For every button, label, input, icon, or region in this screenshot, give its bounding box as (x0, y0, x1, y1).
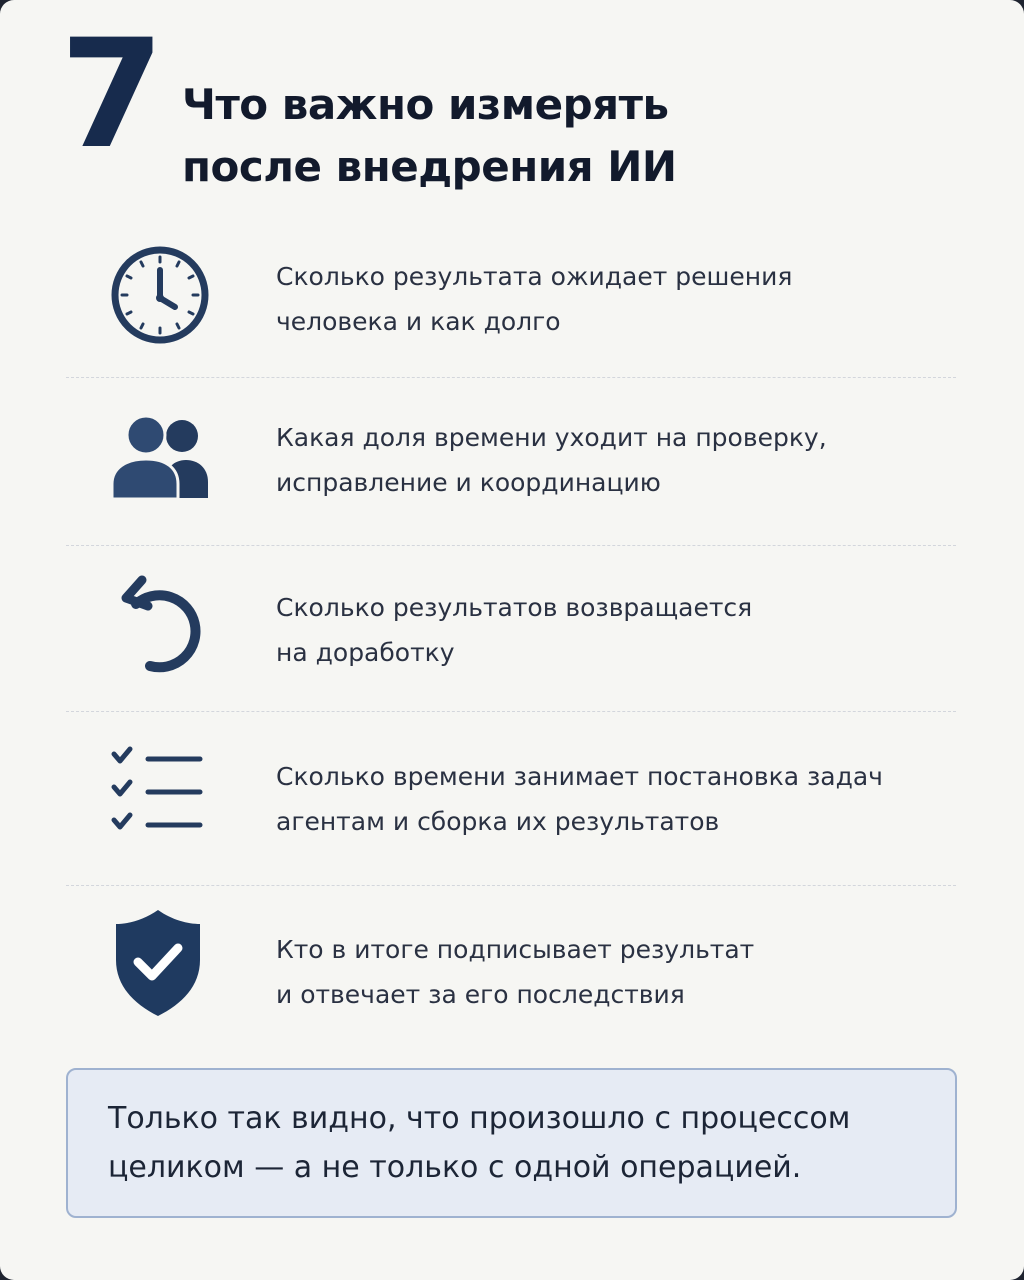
item-text (276, 415, 827, 505)
shield-check-icon (106, 908, 214, 1016)
divider (66, 711, 956, 712)
divider (66, 545, 956, 546)
list-item-task-setup (66, 740, 956, 850)
item-text-line-1: Сколько результатов возвращается (276, 593, 753, 622)
list-item-rework (66, 572, 956, 682)
item-text (276, 927, 754, 1017)
clock-icon (106, 240, 214, 348)
item-text-line-2: на доработку (276, 638, 455, 667)
list-item-waiting-time (66, 240, 956, 350)
item-text-line-2: и отвечает за его последствия (276, 980, 685, 1009)
callout-text (108, 1094, 850, 1192)
item-text (276, 254, 792, 344)
item-text (276, 754, 883, 844)
item-text-line-1: Кто в итоге подписывает результат (276, 935, 755, 964)
callout-text-line-2: целиком — а не только с одной операцией. (108, 1150, 802, 1185)
callout-text-line-1: Только так видно, что произошло с процессом (108, 1101, 851, 1136)
item-text-line-1: Сколько времени занимает постановка задач (276, 762, 883, 791)
page-title (182, 74, 677, 198)
divider (66, 377, 956, 378)
item-text-line-2: агентам и сборка их результатов (276, 807, 720, 836)
checklist-icon (106, 740, 214, 848)
title-line-1: Что важно измерять (182, 80, 669, 129)
title-line-2: после внедрения ИИ (182, 142, 677, 191)
people-icon (106, 408, 214, 516)
item-text-line-2: исправление и координацию (276, 468, 661, 497)
undo-arrow-icon (106, 572, 214, 680)
conclusion-callout (66, 1068, 957, 1218)
item-text-line-2: человека и как долго (276, 307, 561, 336)
divider (66, 885, 956, 886)
list-item-accountability (66, 908, 956, 1018)
list-item-review-share (66, 408, 956, 518)
step-number: 7 (60, 8, 161, 182)
item-text-line-1: Какая доля времени уходит на проверку, (276, 423, 827, 452)
item-text-line-1: Сколько результата ожидает решения (276, 262, 793, 291)
item-text (276, 585, 752, 675)
